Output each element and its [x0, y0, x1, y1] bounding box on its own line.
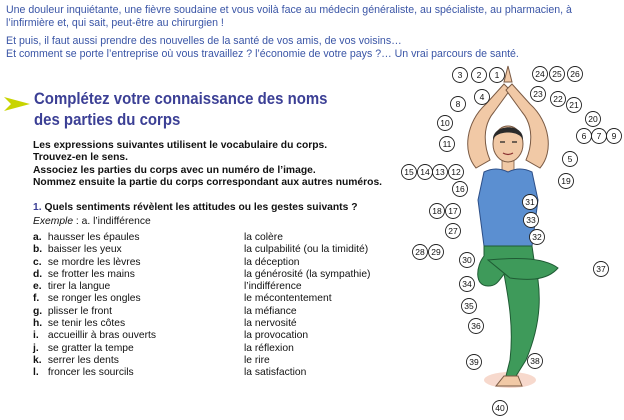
- body-part-number: 27: [448, 226, 458, 236]
- section-title-line-2: des parties du corps: [34, 110, 181, 129]
- body-part-number: 19: [561, 176, 571, 186]
- gesture-item: [33, 281, 156, 293]
- body-part-number: 13: [435, 167, 445, 177]
- body-part-number: 12: [451, 167, 461, 177]
- gesture-letter: h.: [33, 318, 43, 330]
- body-part-label: [533, 67, 548, 82]
- body-part-number: 35: [464, 301, 474, 311]
- body-part-number: 30: [462, 255, 472, 265]
- instruction-line: Nommez ensuite la partie du corps correspondant aux autres numéros.: [33, 177, 383, 189]
- body-part-number: 28: [415, 247, 425, 257]
- section-arrow-icon: [4, 96, 30, 117]
- feeling-item: la réflexion: [244, 342, 294, 354]
- gesture-text: accueillir à bras ouverts: [47, 330, 157, 342]
- gesture-item: [33, 269, 156, 281]
- body-figure: [392, 60, 624, 420]
- body-part-number: 32: [532, 232, 542, 242]
- gesture-text: hausser les épaules: [47, 232, 140, 243]
- section-title: [34, 88, 368, 130]
- gesture-item: [33, 330, 156, 342]
- gesture-text: serrer les dents: [47, 354, 119, 366]
- body-part-label: [524, 213, 539, 228]
- body-part-label: [568, 67, 583, 82]
- feeling-item: la satisfaction: [244, 367, 307, 379]
- body-part-label: [469, 319, 484, 334]
- body-part-label: [460, 253, 475, 268]
- gesture-letter: c.: [33, 256, 42, 268]
- body-part-number: 2: [476, 70, 482, 80]
- gestures-list: [33, 232, 156, 380]
- gesture-text: froncer les sourcils: [47, 367, 134, 379]
- body-part-number: 6: [581, 131, 587, 141]
- body-part-number: 22: [553, 94, 563, 104]
- gesture-item: [33, 306, 156, 318]
- intro-paragraph-1: Une douleur inquiétante, une fièvre soudaine et vous voilà face au médecin généraliste, au spécialiste, au pharmacien, à l’infirmière et, qui sait, peut-être au chirurgien !: [6, 4, 572, 29]
- intro-text: [6, 4, 618, 60]
- body-part-label: [449, 165, 464, 180]
- body-part-number: 23: [533, 89, 543, 99]
- body-part-label: [563, 152, 578, 167]
- body-part-label: [467, 355, 482, 370]
- body-part-label: [446, 224, 461, 239]
- example-label: Exemple: [33, 216, 74, 227]
- body-part-label: [567, 98, 582, 113]
- gesture-item: [33, 257, 156, 269]
- intro-line-3: Et comment se porte l’entreprise où vous travaillez ? l’économie de votre pays ?… Un vrai parcours de santé.: [6, 47, 519, 60]
- body-part-number: 24: [535, 69, 545, 79]
- gesture-item: [33, 232, 156, 244]
- gesture-text: se mordre les lèvres: [47, 256, 141, 268]
- body-part-label: [531, 87, 546, 102]
- body-part-label: [551, 92, 566, 107]
- body-part-number: 36: [471, 321, 481, 331]
- body-part-label: [550, 67, 565, 82]
- gesture-letter: k.: [33, 354, 42, 366]
- body-part-label: [429, 245, 444, 260]
- body-part-label: [559, 174, 574, 189]
- feeling-item: la colère: [244, 232, 283, 243]
- body-part-number: 38: [530, 356, 540, 366]
- body-part-label: [577, 129, 592, 144]
- body-part-number: 26: [570, 69, 580, 79]
- gesture-text: se ronger les ongles: [47, 293, 141, 305]
- feeling-item: la méfiance: [244, 305, 297, 317]
- gesture-letter: a.: [33, 232, 42, 243]
- body-part-number: 20: [588, 114, 598, 124]
- gesture-text: tirer la langue: [47, 281, 111, 293]
- body-part-label: [453, 68, 468, 83]
- body-part-number: 37: [596, 264, 606, 274]
- body-part-number: 39: [469, 357, 479, 367]
- instruction-line: Trouvez-en le sens.: [33, 152, 128, 164]
- body-part-label: [451, 97, 466, 112]
- body-part-number: 3: [457, 70, 463, 80]
- gesture-letter: e.: [33, 281, 42, 293]
- body-part-label: [490, 68, 505, 83]
- body-part-number: 16: [455, 184, 465, 194]
- feeling-item: l’indifférence: [244, 281, 302, 293]
- gesture-text: se frotter les mains: [47, 268, 135, 280]
- body-part-label: [528, 354, 543, 369]
- body-part-label: [430, 204, 445, 219]
- body-part-number: 15: [404, 167, 414, 177]
- feeling-item: la déception: [244, 256, 300, 268]
- body-part-label: [460, 277, 475, 292]
- body-part-number: 11: [442, 139, 452, 149]
- gesture-letter: b.: [33, 244, 43, 256]
- body-part-number: 1: [494, 70, 500, 80]
- exercise-question-text: Quels sentiments révèlent les attitudes ou les gestes suivants ?: [44, 202, 358, 213]
- gesture-letter: g.: [33, 305, 43, 317]
- feeling-item: le rire: [244, 354, 270, 366]
- body-part-label: [438, 116, 453, 131]
- body-part-label: [413, 245, 428, 260]
- gesture-text: baisser les yeux: [47, 244, 122, 256]
- feeling-item: la générosité (la sympathie): [244, 268, 371, 280]
- body-part-number: 31: [525, 197, 535, 207]
- body-part-label: [586, 112, 601, 127]
- body-part-number: 10: [440, 118, 450, 128]
- gesture-text: se gratter la tempe: [47, 342, 134, 354]
- intro-paragraph-2: [6, 35, 618, 60]
- body-part-label: [440, 137, 455, 152]
- body-part-label: [475, 90, 490, 105]
- body-part-label: [523, 195, 538, 210]
- body-part-number: 7: [596, 131, 602, 141]
- gesture-letter: i.: [33, 330, 39, 342]
- body-part-number: 8: [455, 99, 461, 109]
- body-part-number: 9: [611, 131, 617, 141]
- body-part-number: 21: [569, 100, 579, 110]
- body-figure-illustration: [392, 60, 624, 420]
- body-part-label: [433, 165, 448, 180]
- gesture-text: se tenir les côtes: [47, 318, 126, 330]
- exercise-number: 1.: [33, 202, 42, 213]
- body-part-number: 4: [479, 92, 485, 102]
- body-part-label: [493, 401, 508, 416]
- exercise-question: [33, 202, 413, 213]
- body-part-number: 17: [448, 206, 458, 216]
- exercise-example: [33, 216, 151, 227]
- gesture-item: [33, 367, 156, 379]
- body-part-label: [418, 165, 433, 180]
- feeling-item: la culpabilité (ou la timidité): [244, 244, 369, 256]
- gesture-item: [33, 318, 156, 330]
- body-part-label: [472, 68, 487, 83]
- body-part-label: [594, 262, 609, 277]
- gesture-letter: d.: [33, 268, 43, 280]
- gesture-item: [33, 343, 156, 355]
- feelings-list: [244, 232, 370, 380]
- body-part-label: [592, 129, 607, 144]
- instruction-line: Associez les parties du corps avec un numéro de l’image.: [33, 164, 316, 176]
- body-part-number: 5: [567, 154, 573, 164]
- body-part-label: [530, 230, 545, 245]
- gesture-text: plisser le front: [47, 305, 112, 317]
- body-part-number: 25: [552, 69, 562, 79]
- body-part-label: [446, 204, 461, 219]
- instructions: [33, 140, 413, 190]
- gesture-item: [33, 293, 156, 305]
- gesture-letter: l.: [33, 367, 39, 379]
- gesture-item: [33, 244, 156, 256]
- body-part-number: 33: [526, 215, 536, 225]
- body-part-label: [607, 129, 622, 144]
- body-part-label: [402, 165, 417, 180]
- body-part-label: [462, 299, 477, 314]
- gesture-item: [33, 355, 156, 367]
- example-text: : a. l’indifférence: [73, 216, 151, 227]
- gesture-letter: j.: [33, 342, 39, 354]
- body-part-number: 29: [431, 247, 441, 257]
- section-title-line-1: Complétez votre connaissance des noms: [34, 89, 328, 108]
- body-part-label: [453, 182, 468, 197]
- body-part-number: 18: [432, 206, 442, 216]
- feeling-item: la nervosité: [244, 318, 297, 330]
- body-part-number: 14: [420, 167, 430, 177]
- gesture-letter: f.: [33, 293, 40, 305]
- instruction-line: Les expressions suivantes utilisent le vocabulaire du corps.: [33, 140, 328, 151]
- intro-line-2: Et puis, il faut aussi prendre des nouvelles de la santé de vos amis, de vos voisins…: [6, 35, 402, 48]
- feeling-item: le mécontentement: [244, 293, 332, 305]
- body-part-number: 34: [462, 279, 472, 289]
- feeling-item: la provocation: [244, 330, 309, 342]
- body-part-number: 40: [495, 403, 505, 413]
